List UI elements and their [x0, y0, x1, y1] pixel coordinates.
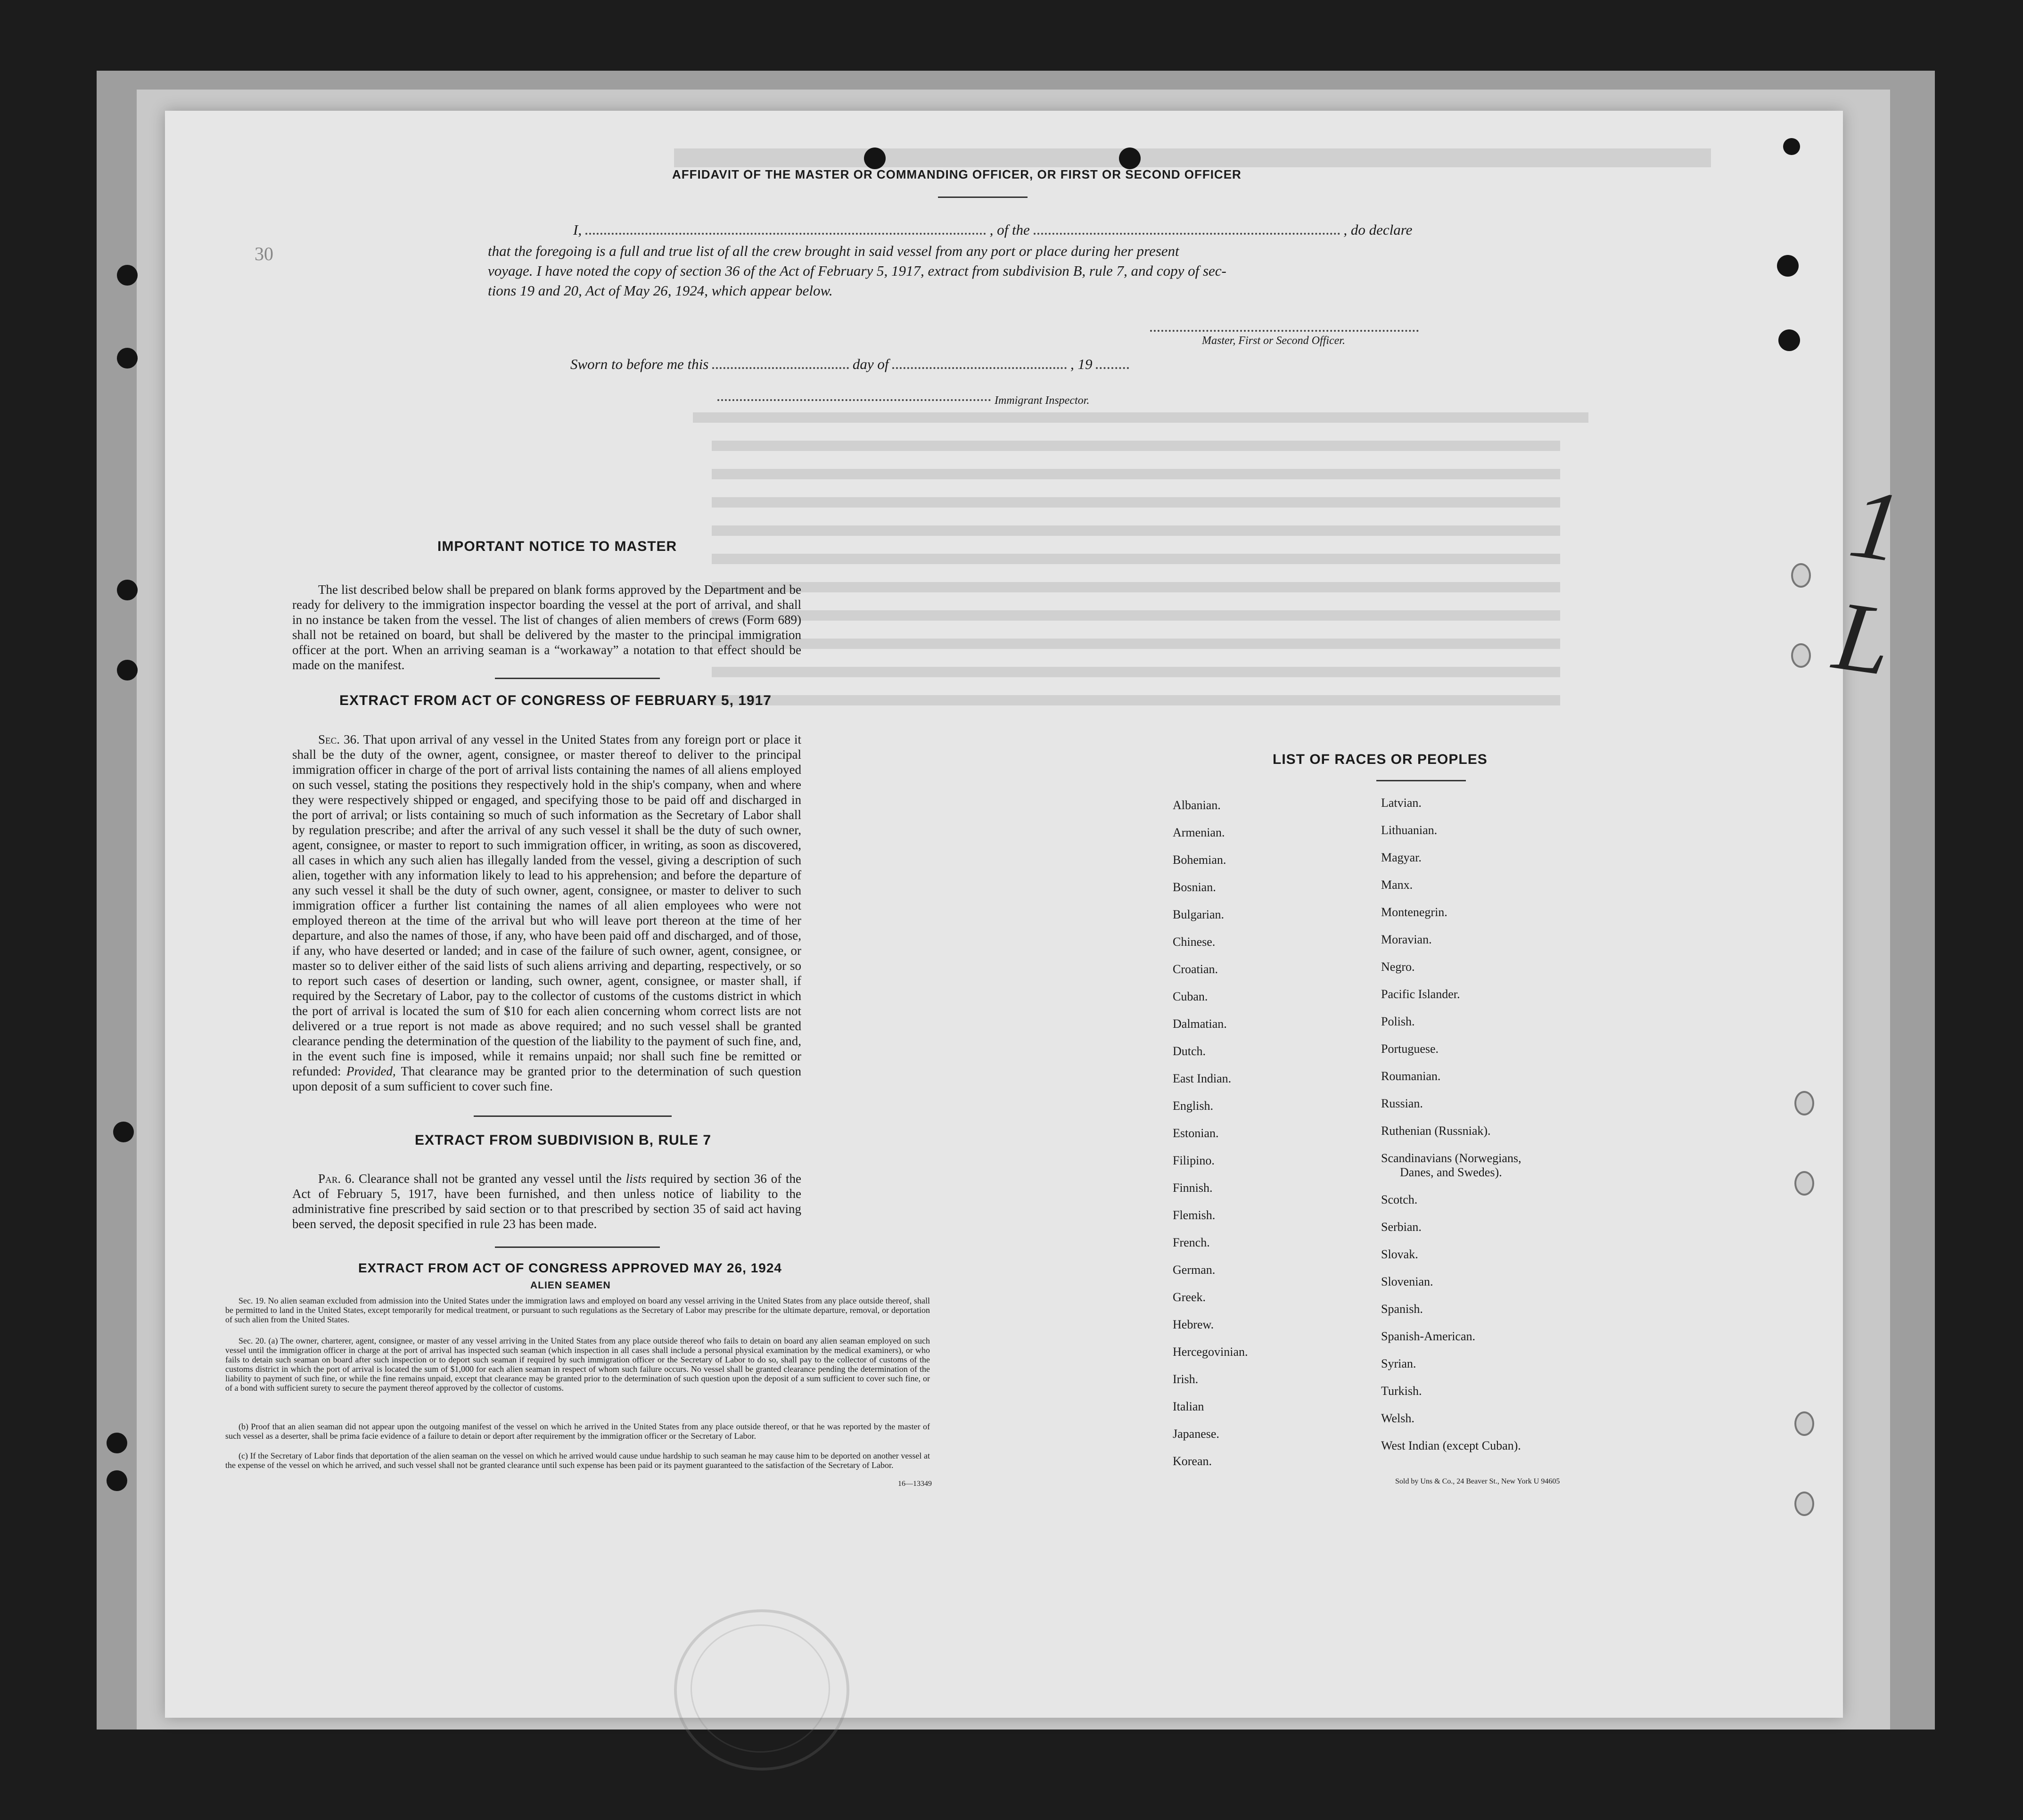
race-item: Slovenian. — [1381, 1275, 1433, 1288]
affidavit-title: AFFIDAVIT OF THE MASTER OR COMMANDING OFFICER, OR FIRST OR SECOND OFFICER — [672, 167, 1242, 181]
race-item: French. — [1173, 1236, 1210, 1249]
race-item: Scandinavians (Norwegians, — [1381, 1151, 1521, 1165]
provided-word: Provided, — [346, 1064, 396, 1078]
race-item: Japanese. — [1173, 1427, 1219, 1441]
race-item: Bohemian. — [1173, 853, 1226, 867]
race-item: West Indian (except Cuban). — [1381, 1439, 1521, 1452]
race-item: Spanish-American. — [1381, 1329, 1476, 1343]
sec-36-body: That upon arrival of any vessel in the United States from any foreign port or place it shall be the duty of the owner, agent, consignee, or master thereof to deliver to the principal immigration officer in charge of the port of arrival lists containing the names of all aliens employed on such vessel, stating the positions they respectively hold in the ship's company, when and where they were respectively shipped or engaged, and specifying those to be paid off and discharged in the port of arrival; or lists containing so much of such information as the Secretary of Labor shall by regulation prescribe; and after the arrival of any such vessel it shall be the duty of such owner, agent, consignee, or master to report to such immigration officer, in writing, as soon as discovered, all cases in which any such alien has illegally landed from the vessel, giving a description of such alien, together with any information likely to lead to his apprehension; and before the departure of any such vessel it shall be the duty of such owner, agent, consignee, or master to deliver to such immigration officer a further list containing the names of all alien employees who were not employed thereon at the time of the arrival but who will leave port thereon at the time of her departure, and also the names of those, if any, who have been paid off and discharged, and of those, if any, who have deserted or landed; and in case of the failure of such owner, agent, consignee, or master so to deliver either of the said lists of such aliens arriving and departing, respectively, or so to report such cases of desertion or landing, such owner, agent, consignee, or master shall, if required by the Secretary of Labor, pay to the collector of customs of the customs district in which the port of arrival is located the sum of $10 for each alien concerning whom correct lists are not delivered or a true report is not made as above required; and no such vessel shall be granted clearance pending the determination of the question of the liability to the payment of such fine, and, in the event such fine is imposed, while it remains unpaid; nor shall such fine be remitted or refunded: — [292, 732, 802, 1078]
alien-seamen-subtitle: ALIEN SEAMEN — [530, 1280, 611, 1291]
name-blank — [585, 233, 986, 235]
race-item: Estonian. — [1173, 1126, 1219, 1140]
reinforcement-ring — [1794, 1171, 1814, 1196]
vessel-blank — [1034, 233, 1340, 235]
extract-1924-title: EXTRACT FROM ACT OF CONGRESS APPROVED MAY 26, 1924 — [358, 1261, 782, 1275]
race-item: Russian. — [1381, 1097, 1423, 1110]
sworn-c: , 19 — [1070, 356, 1093, 372]
race-item: Bulgarian. — [1173, 908, 1225, 921]
binding-hole — [113, 1122, 134, 1142]
form-number: 16—13349 — [898, 1480, 932, 1488]
affidavit-line-1 — [573, 221, 1412, 238]
race-item: Flemish. — [1173, 1208, 1216, 1222]
affidavit-line-3: voyage. I have noted the copy of section 36 of the Act of February 5, 1917, extract from subdivision B, rule 7, and copy of sec- — [488, 262, 1226, 279]
race-item: Serbian. — [1381, 1220, 1422, 1234]
race-item: Hercegovinian. — [1173, 1345, 1248, 1359]
binding-hole — [117, 660, 138, 680]
race-item: East Indian. — [1173, 1072, 1232, 1085]
title-rule — [938, 197, 1028, 198]
race-item: Turkish. — [1381, 1384, 1422, 1398]
reinforcement-ring — [1794, 1411, 1814, 1436]
race-item: Slovak. — [1381, 1247, 1418, 1261]
race-item: Magyar. — [1381, 851, 1422, 864]
sec-19-text: Sec. 19. No alien seaman excluded from admission into the United States under the immigration laws and employed on board any vessel arriving in the United States from any place outside thereof, shall be permitted to land in the United States, except temporarily for medical treatment, or pursuant to such regulations as the Secretary of Labor may prescribe for the ultimate departure, removal, or deportation of such alien from the United States. — [225, 1296, 930, 1324]
sec-20a-text: Sec. 20. (a) The owner, charterer, agent, consignee, or master of any vessel arriving in the United States from any place outside thereof who fails to detain on board any alien seaman employed on such vessel until the immigration officer in charge at the port of arrival has inspected such seaman (which inspection in all cases shall include a personal physical examination by the medical examiners), or who fails to detain such seaman on board after such inspection or to deport such seaman if required by such immigration officer or the Secretary of Labor to do so, shall pay to the collector of customs of the customs district in which the port of arrival is located the sum of $1,000 for each alien seaman in respect of whom such failure occurs. No vessel shall be granted clearance pending the determination of the liability to payment of such fine, or while the fine remains unpaid, except that clearance may be granted prior to the determination of such question upon the deposit of a sum sufficient to cover such fine, or of a bond with sufficient surety to secure the payment thereof approved by the collector of customs. — [225, 1336, 930, 1393]
sworn-line — [570, 356, 1129, 373]
sworn-month-blank — [892, 367, 1067, 369]
race-item: Danes, and Swedes). — [1400, 1165, 1502, 1179]
reinforcement-ring — [1794, 1091, 1814, 1115]
section-rule — [495, 678, 660, 679]
sec-20b-text: (b) Proof that an alien seaman did not appear upon the outgoing manifest of the vessel on which he arrived in the United States from any place outside thereof, or that he was reported by the master of such vessel as a deserter, shall be prima facie evidence of a failure to detain or deport after requirement by the immigration officer or the Secretary of Labor. — [225, 1422, 930, 1441]
race-item: Armenian. — [1173, 826, 1225, 839]
notice-text: The list described below shall be prepared on blank forms approved by the Department and be ready for delivery to the immigration inspector boarding the vessel at the port of arrival, and shall in no instance be taken from the vessel. The list of changes of alien members of crews (Form 689) shall not be retained on board, but shall be delivered by the master to the principal immigration officer at the port. When an arriving seaman is a “workaway” a notation to that effect should be made on the manifest. — [292, 582, 801, 672]
handwritten-mark: 1 L — [1827, 468, 1908, 697]
races-left-column — [1173, 792, 1248, 1475]
race-item: Greek. — [1173, 1290, 1206, 1304]
binding-hole — [117, 580, 138, 600]
race-item: Negro. — [1381, 960, 1415, 974]
race-item: Hebrew. — [1173, 1318, 1214, 1331]
race-item: Lithuanian. — [1381, 823, 1438, 837]
race-item: Filipino. — [1173, 1154, 1215, 1167]
affidavit-i: I, — [573, 221, 582, 238]
section-36-text — [292, 732, 801, 1094]
section-rule — [474, 1115, 672, 1117]
race-item: Latvian. — [1381, 796, 1422, 810]
race-item: Dutch. — [1173, 1044, 1206, 1058]
binding-hole — [107, 1433, 127, 1453]
inspector-blank — [717, 399, 991, 401]
race-item: Dalmatian. — [1173, 1017, 1227, 1031]
sec-36-label: Sec. 36. — [318, 732, 360, 746]
binding-hole — [117, 348, 138, 369]
sec-36-end: That clearance may be granted prior to the determination of such question upon deposit of a sum sufficient to cover such fine. — [292, 1064, 802, 1093]
reinforcement-ring — [1791, 643, 1811, 668]
race-item: Finnish. — [1173, 1181, 1213, 1195]
sworn-b: day of — [852, 356, 889, 372]
race-item: Pacific Islander. — [1381, 987, 1460, 1001]
races-right-column — [1381, 789, 1521, 1459]
reinforcement-ring — [1791, 563, 1811, 588]
race-item: Scotch. — [1381, 1193, 1418, 1206]
affidavit-line-4: tions 19 and 20, Act of May 26, 1924, which appear below. — [488, 282, 833, 299]
punch-hole — [1778, 329, 1800, 351]
sworn-a: Sworn to before me this — [570, 356, 709, 372]
race-item: English. — [1173, 1099, 1213, 1113]
affidavit-line-2: that the foregoing is a full and true list of all the crew brought in said vessel from any port or place during her present — [488, 243, 1179, 259]
race-item: Portuguese. — [1381, 1042, 1439, 1056]
punch-hole — [864, 148, 886, 169]
race-item: Manx. — [1381, 878, 1413, 892]
race-item: Irish. — [1173, 1372, 1199, 1386]
rule7-body-b: required by section 36 of the Act of February 5, 1917, have been furnished, and then unless notice of liability to the administrative fine prescribed by said section or to that prescribed by section 35 of said act having been served, the deposit specified in rule 23 has been made. — [292, 1172, 801, 1231]
embossed-seal-inner — [691, 1624, 830, 1753]
lists-word: lists — [625, 1172, 647, 1186]
reinforcement-ring — [1794, 1492, 1814, 1516]
race-item: Syrian. — [1381, 1357, 1416, 1370]
par-6-label: Par. 6. — [318, 1172, 355, 1186]
race-item: Moravian. — [1381, 933, 1432, 946]
rule7-body-a: Clearance shall not be granted any vessel until the — [359, 1172, 622, 1186]
section-rule — [495, 1246, 660, 1248]
binding-hole — [107, 1470, 127, 1491]
race-item: Roumanian. — [1381, 1069, 1441, 1083]
extract-1917-title: EXTRACT FROM ACT OF CONGRESS OF FEBRUARY 5, 1917 — [339, 693, 772, 708]
race-item: German. — [1173, 1263, 1216, 1277]
race-item: Croatian. — [1173, 962, 1218, 976]
race-item: Cuban. — [1173, 990, 1208, 1003]
race-item: Polish. — [1381, 1015, 1415, 1028]
race-item: Korean. — [1173, 1454, 1212, 1468]
sec-20c-text: (c) If the Secretary of Labor finds that deportation of the alien seaman on the vessel on which he arrived would cause undue hardship to such seaman he may cause him to be deported on another vessel at the expense of the vessel on which he arrived, and such vessel shall not be granted clearance until such expense has been paid or its payment guaranteed to the satisfaction of the Secretary of Labor. — [225, 1451, 930, 1470]
signature-blank — [1150, 330, 1419, 332]
rule7-title: EXTRACT FROM SUBDIVISION B, RULE 7 — [415, 1132, 712, 1148]
race-item: Welsh. — [1381, 1411, 1414, 1425]
binding-hole — [117, 265, 138, 286]
sworn-year-blank — [1096, 367, 1129, 369]
rule7-text — [292, 1171, 801, 1231]
punch-hole — [1777, 255, 1799, 277]
notice-title: IMPORTANT NOTICE TO MASTER — [437, 539, 677, 554]
affidavit-declare: , do declare — [1343, 221, 1413, 238]
race-item: Bosnian. — [1173, 880, 1216, 894]
manifest-page — [165, 111, 1908, 1718]
races-title: LIST OF RACES OR PEOPLES — [1273, 752, 1488, 767]
printer-imprint: Sold by Uns & Co., 24 Beaver St., New York U 94605 — [1395, 1477, 1560, 1485]
page-number-mark: 30 — [255, 243, 273, 264]
punch-hole — [1783, 138, 1800, 155]
sworn-day-blank — [712, 367, 849, 369]
inspector-label: Immigrant Inspector. — [995, 394, 1090, 407]
race-item: Chinese. — [1173, 935, 1216, 949]
race-item: Ruthenian (Russniak). — [1381, 1124, 1491, 1138]
race-item: Montenegrin. — [1381, 905, 1447, 919]
race-item: Spanish. — [1381, 1302, 1423, 1316]
affidavit-of-the: , of the — [989, 221, 1030, 238]
races-rule — [1376, 780, 1466, 781]
signature-label: Master, First or Second Officer. — [1202, 335, 1345, 347]
race-item: Italian — [1173, 1400, 1204, 1413]
punch-hole — [1119, 148, 1141, 169]
race-item: Albanian. — [1173, 798, 1221, 812]
